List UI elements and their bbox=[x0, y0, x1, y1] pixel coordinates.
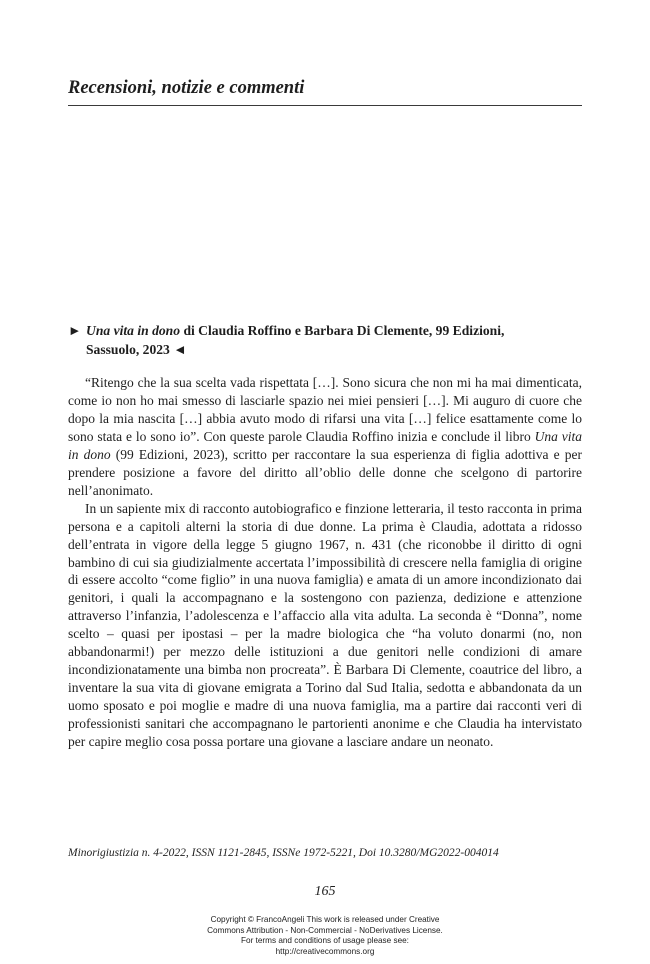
paragraph-1-text-a: “Ritengo che la sua scelta vada rispettata […]. Sono sicura che non mi ha mai dimenticata, come io non ho mai smesso di lasciarle spazio nei miei pensieri […]. Mi auguro di cuore che dopo la mia nascita […] abbia avuto modo di rifarsi una vita […] felice esattamente come lo sono stata e lo sono io”. Con queste parole Claudia Roffino inizia e conclude il libro bbox=[68, 375, 582, 444]
arrow-left-icon: ◄ bbox=[173, 342, 187, 357]
book-title: Una vita in dono bbox=[86, 323, 181, 338]
license-line-1: Copyright © FrancoAngeli This work is released under Creative bbox=[210, 915, 440, 924]
license-notice bbox=[0, 915, 650, 957]
section-header: Recensioni, notizie e commenti bbox=[68, 78, 305, 98]
paragraph-1 bbox=[68, 374, 582, 500]
license-link[interactable]: http://creativecommons.org bbox=[275, 946, 375, 956]
paragraph-1-text-b: (99 Edizioni, 2023), scritto per raccontare la sua esperienza di figlia adottiva e per prendere posizione a favore del diritto all’oblio delle donne che scelgono di partorire nell’anonimato. bbox=[68, 446, 582, 498]
review-body bbox=[68, 374, 582, 751]
review-title bbox=[68, 321, 582, 359]
paragraph-2: In un sapiente mix di racconto autobiografico e finzione letteraria, il testo racconta in prima persona e a capitoli alterni la storia di due donne. La prima è Claudia, adottata a ridosso dell’entrata in vigore della legge 5 giugno 1967, n. 431 (che riconobbe il diritto di ogni bambino di cui sia giudizialmente accertata l’impossibilità di crescere nella famiglia di origine di essere accolto “come figlio” in una nuova famiglia) e amata di un amore incondizionato dai genitori, i quali la accompagnano e la sostengono con pazienza, dedizione e attenzione attraverso l’infanzia, l’adolescenza e l’affaccio alla vita adulta. La seconda è “Donna”, nome scelto – quasi per ipostasi – per la madre biologica che “ha voluto donarmi (no, non abbandonarmi!) per mezzo delle istituzioni a due genitori nelle condizioni di amare incondizionatamente una bimba non procreata”. È Barbara Di Clemente, coautrice del libro, a inventare la sua vita di giovane emigrata a Torino dal Sud Italia, sedotta e abbandonata da un uomo sposato e poi moglie e madre di una nuova famiglia, ma a partire dai racconti veri di professionisti sanitari che accompagnano le partorienti anonime e che Claudia ha intervistato per capire meglio cosa possa portare una giovane a lasciare andare un neonato. bbox=[68, 500, 582, 750]
arrow-right-icon: ► bbox=[68, 323, 82, 338]
title-publisher-year: Sassuolo, 2023 bbox=[86, 342, 170, 357]
header-rule bbox=[68, 105, 582, 106]
page-number: 165 bbox=[314, 884, 336, 899]
title-authors: di Claudia Roffino e Barbara Di Clemente, 99 Edizioni, bbox=[180, 323, 505, 338]
license-line-2: Commons Attribution - Non-Commercial - NoDerivatives License. bbox=[207, 925, 443, 935]
license-line-3: For terms and conditions of usage please see: bbox=[241, 936, 409, 945]
journal-citation: Minorigiustizia n. 4-2022, ISSN 1121-2845, ISSNe 1972-5221, Doi 10.3280/MG2022-004014 bbox=[68, 847, 499, 859]
paragraph-1-book-title: Una vita in dono bbox=[68, 428, 582, 462]
